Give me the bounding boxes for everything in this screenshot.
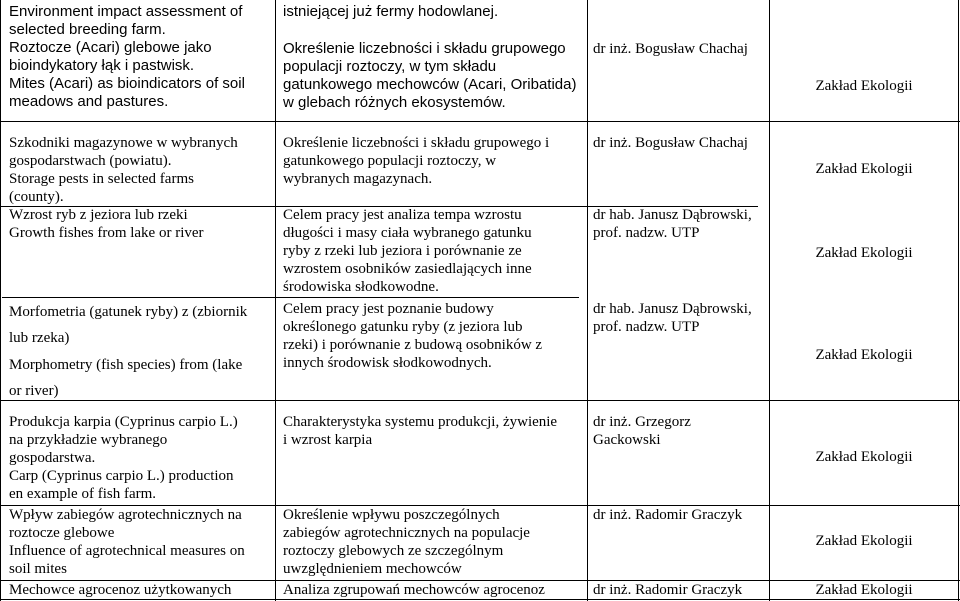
text-line: bioindykatory łąk i pastwisk. [9, 57, 195, 74]
text-line: gatunkowego populacji roztoczy, w [283, 153, 497, 169]
text-line: gospodarstwach (powiatu). [9, 153, 172, 169]
unit-cell [770, 581, 958, 599]
unit-name: Zakład Ekologii [815, 78, 913, 94]
unit-name: Zakład Ekologii [815, 161, 913, 177]
supervisor-cell [593, 413, 691, 449]
topic-cell [9, 206, 204, 242]
scope-cell [283, 300, 542, 372]
unit-cell [770, 532, 958, 550]
text-line: rzeki) i porównanie z budową osobników z [283, 337, 543, 353]
text-line: istniejącej już fermy hodowlanej. [283, 3, 499, 20]
unit-name: Zakład Ekologii [815, 582, 913, 598]
text-line: Morphometry (fish species) from (lake [9, 357, 243, 373]
topic-cell [9, 413, 238, 503]
text-line: Określenie liczebności i składu grupowego i [283, 135, 550, 151]
text-line: zabiegów agrotechnicznych na populacje [283, 525, 530, 541]
text-line: Morfometria (gatunek ryby) z (zbiornik [9, 304, 248, 320]
unit-name: Zakład Ekologii [815, 533, 913, 549]
text-line: innych środowisk słodkowodnych. [283, 355, 492, 371]
text-line: Wpływ zabiegów agrotechnicznych na [9, 507, 242, 523]
text-line: Mechowce agrocenoz użytkowanych [9, 582, 232, 598]
text-line: na przykładzie wybranego [9, 432, 168, 448]
supervisor-cell [593, 300, 752, 336]
text-line: Wzrost ryb z jeziora lub rzeki [9, 207, 188, 223]
supervisor-name: dr inż. Bogusław Chachaj [593, 41, 748, 57]
topic-cell [9, 352, 242, 404]
text-line: Charakterystyka systemu produkcji, żywienie [283, 414, 558, 430]
text-line: i wzrost karpia [283, 432, 373, 448]
scope-cell [283, 506, 530, 578]
text-line: en example of fish farm. [9, 486, 157, 502]
text-line: Environment impact assessment of [9, 3, 243, 20]
text-line: Szkodniki magazynowe w wybranych [9, 135, 238, 151]
text-line: soil mites [9, 561, 67, 577]
column-divider [958, 0, 959, 601]
text-line: gatunkowego mechowców (Acari, Oribatida) [283, 76, 577, 93]
text-line: roztocze glebowe [9, 525, 115, 541]
text-line: w glebach różnych ekosystemów. [283, 94, 506, 111]
text-line: określonego gatunku ryby (z jeziora lub [283, 319, 523, 335]
unit-cell [770, 77, 958, 95]
row-divider [0, 121, 960, 122]
supervisor-name: dr inż. Radomir Graczyk [593, 582, 743, 598]
column-divider [275, 0, 276, 601]
supervisor-name: dr inż. Grzegorz [593, 414, 691, 430]
topic-cell [9, 134, 238, 206]
text-line: selected breeding farm. [9, 21, 166, 38]
column-divider [587, 0, 588, 601]
text-line: Określenie wpływu poszczególnych [283, 507, 500, 523]
text-line: (county). [9, 189, 64, 205]
supervisor-name: dr hab. Janusz Dąbrowski, [593, 301, 752, 317]
supervisor-name: dr hab. Janusz Dąbrowski, [593, 207, 752, 223]
unit-name: Zakład Ekologii [815, 347, 913, 363]
supervisor-cell [593, 506, 742, 524]
text-line: środowiska słodkowodne. [283, 279, 439, 295]
topic-cell [9, 581, 231, 599]
unit-cell [770, 346, 958, 364]
supervisor-title: prof. nadzw. UTP [593, 225, 700, 241]
text-line: gospodarstwa. [9, 450, 96, 466]
text-line: meadows and pastures. [9, 93, 169, 110]
text-line: Carp (Cyprinus carpio L.) production [9, 468, 234, 484]
row-divider [2, 297, 579, 298]
unit-cell [770, 244, 958, 262]
supervisor-cell [593, 40, 748, 58]
topic-cell [9, 506, 245, 578]
topic-cell [9, 299, 247, 351]
text-line: ryby z rzeki lub jeziora i porównanie ze [283, 243, 522, 259]
column-divider [0, 0, 1, 601]
text-line: Storage pests in selected farms [9, 171, 194, 187]
unit-cell [770, 160, 958, 178]
supervisor-title: prof. nadzw. UTP [593, 319, 700, 335]
scope-cell [283, 134, 549, 188]
text-line: Określenie liczebności i składu grupowego [283, 40, 566, 57]
text-line: roztoczy glebowych ze szczególnym [283, 543, 504, 559]
text-line: Analiza zgrupowań mechowców agrocenoz [283, 582, 545, 598]
scope-cell [283, 581, 545, 599]
text-line: długości i masy ciała wybranego gatunku [283, 225, 532, 241]
scope-cell [283, 206, 532, 296]
text-line: uwzględnieniem mechowców [283, 561, 462, 577]
text-line: wzrostem osobników zasiedlających inne [283, 261, 532, 277]
scope-cell [283, 3, 498, 21]
supervisor-name: Gackowski [593, 432, 661, 448]
text-line: or river) [9, 383, 59, 399]
row-divider [0, 599, 960, 600]
text-line: Roztocze (Acari) glebowe jako [9, 39, 212, 56]
text-line: Influence of agrotechnical measures on [9, 543, 245, 559]
text-line: populacji roztoczy, w tym składu [283, 58, 497, 75]
text-line: lub rzeka) [9, 330, 70, 346]
text-line: Growth fishes from lake or river [9, 225, 204, 241]
supervisor-name: dr inż. Bogusław Chachaj [593, 135, 748, 151]
text-line: Produkcja karpia (Cyprinus carpio L.) [9, 414, 238, 430]
text-line: Mites (Acari) as bioindicators of soil [9, 75, 245, 92]
unit-cell [770, 448, 958, 466]
supervisor-cell [593, 134, 748, 152]
unit-name: Zakład Ekologii [815, 449, 913, 465]
text-line: Celem pracy jest analiza tempa wzrostu [283, 207, 522, 223]
scope-cell [283, 413, 557, 449]
supervisor-cell [593, 581, 742, 599]
text-line: Celem pracy jest poznanie budowy [283, 301, 494, 317]
supervisor-name: dr inż. Radomir Graczyk [593, 507, 743, 523]
text-line: wybranych magazynach. [283, 171, 433, 187]
supervisor-cell [593, 206, 752, 242]
scope-cell [283, 40, 576, 112]
topic-cell [9, 3, 245, 111]
unit-name: Zakład Ekologii [815, 245, 913, 261]
